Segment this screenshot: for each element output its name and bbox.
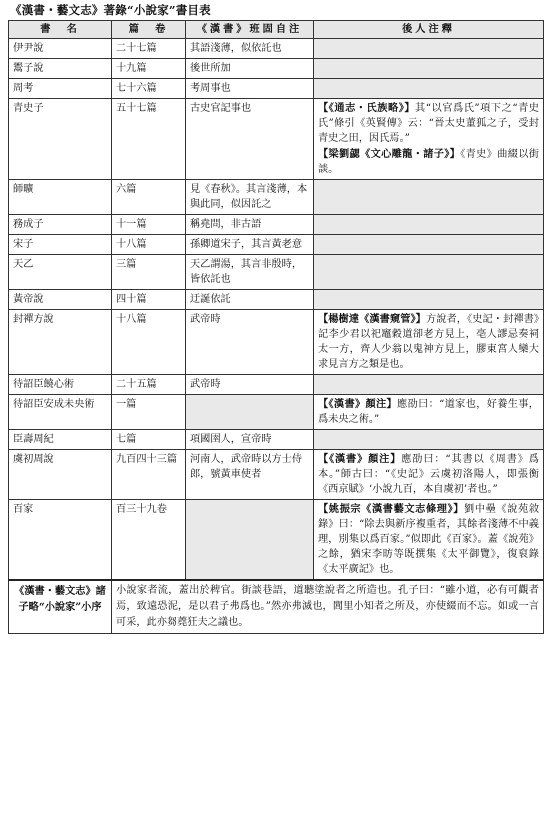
- book-name-cell: 天乙: [9, 255, 112, 290]
- annotation-entry: [318, 397, 539, 427]
- later-annotation-cell: [314, 99, 544, 180]
- later-annotation-cell: [314, 450, 544, 500]
- annotation-text: 其“以官爲氏”項下之“青史氏”條引《英賢傳》云：“晉太史董狐之子，受封青史之田，因氏焉。”: [318, 103, 539, 144]
- ban-gu-note-cell: 其語淺薄，似依託也: [186, 39, 314, 59]
- ban-gu-note-cell: 武帝時: [186, 375, 314, 395]
- book-name-cell: 宋子: [9, 235, 112, 255]
- book-name-cell: 青史子: [9, 99, 112, 180]
- annotation-text: 應劭曰：“其書以《周書》爲本。”師古曰：“《史記》云虞初洛陽人，即張衡《西京賦》‘小說九百，本自虞初’者也。”: [318, 454, 539, 495]
- book-name-cell: 周考: [9, 79, 112, 99]
- header-volumes: 篇 卷: [112, 21, 186, 39]
- volumes-cell: 十九篇: [112, 59, 186, 79]
- annotation-source: 【《漢書》顏注】: [318, 453, 402, 465]
- ban-gu-note-cell: 迂誕依託: [186, 290, 314, 310]
- volumes-cell: 四十篇: [112, 290, 186, 310]
- header-book-name: 書 名: [9, 21, 112, 39]
- table-row: [9, 430, 544, 450]
- table-row: [9, 395, 544, 430]
- ban-gu-note-cell: [186, 395, 314, 430]
- table-row: [9, 99, 544, 180]
- volumes-cell: 三篇: [112, 255, 186, 290]
- book-name-cell: 待詔臣安成未央術: [9, 395, 112, 430]
- table-row: [9, 215, 544, 235]
- ban-gu-note-cell: 後世所加: [186, 59, 314, 79]
- ban-gu-note-cell: 項國圉人，宣帝時: [186, 430, 314, 450]
- ban-gu-note-cell: 稱堯問，非古語: [186, 215, 314, 235]
- later-annotation-cell: [314, 39, 544, 59]
- annotation-source: 【楊樹達《漢書窺管》】: [318, 313, 426, 325]
- annotation-text: 《青史》曲綴以街談。: [318, 149, 539, 175]
- later-annotation-cell: [314, 395, 544, 430]
- table-row: [9, 255, 544, 290]
- table-row: [9, 310, 544, 375]
- book-name-cell: 伊尹說: [9, 39, 112, 59]
- table-row: [9, 235, 544, 255]
- table-header-row: [9, 21, 544, 39]
- volumes-cell: 六篇: [112, 180, 186, 215]
- annotation-source: 【《漢書》顏注】: [318, 398, 398, 410]
- preface-row: [9, 580, 544, 634]
- later-annotation-cell: [314, 310, 544, 375]
- later-annotation-cell: [314, 255, 544, 290]
- later-annotation-cell: [314, 430, 544, 450]
- preface-text: 小說家者流，蓋出於稗官。街談巷語，道聽塗說者之所造也。孔子曰：“雖小道，必有可觀者焉，致遠恐泥，是以君子弗爲也。”然亦弗滅也，閭里小知者之所及，亦使綴而不忘。如或一言可采，此亦芻蕘狂夫之議也。: [112, 580, 544, 634]
- volumes-cell: 二十七篇: [112, 39, 186, 59]
- volumes-cell: 五十七篇: [112, 99, 186, 180]
- annotation-text: 方說者，《史記・封禪書》記李少君以祀竈穀道卻老方見上，亳人謬忌奏祠太一方，齊人少翁以鬼神方見上，膠東宮人欒大求見言方之類是也。: [318, 314, 539, 370]
- book-name-cell: 虞初周說: [9, 450, 112, 500]
- later-annotation-cell: [314, 500, 544, 581]
- annotation-entry: [318, 147, 539, 177]
- annotation-source: 【《通志・氏族略》】: [318, 102, 416, 114]
- volumes-cell: 七十六篇: [112, 79, 186, 99]
- annotation-source: 【姚振宗《漢書藝文志條理》】: [318, 503, 465, 515]
- book-name-cell: 務成子: [9, 215, 112, 235]
- ban-gu-note-cell: 河南人，武帝時以方士侍郎，號黃車使者: [186, 450, 314, 500]
- ban-gu-note-cell: 考周事也: [186, 79, 314, 99]
- annotation-entry: [318, 101, 539, 146]
- ban-gu-note-cell: 武帝時: [186, 310, 314, 375]
- table-row: [9, 180, 544, 215]
- volumes-cell: 二十五篇: [112, 375, 186, 395]
- annotation-text: 應劭曰：“道家也，好養生事，爲未央之術。”: [318, 399, 539, 425]
- later-annotation-cell: [314, 235, 544, 255]
- ban-gu-note-cell: 孫卿道宋子，其言黃老意: [186, 235, 314, 255]
- ban-gu-note-cell: 天乙謂湯，其言非殷時，皆依託也: [186, 255, 314, 290]
- book-list-table: [8, 20, 544, 634]
- later-annotation-cell: [314, 290, 544, 310]
- annotation-entry: [318, 502, 539, 577]
- later-annotation-cell: [314, 180, 544, 215]
- volumes-cell: 十一篇: [112, 215, 186, 235]
- book-name-cell: 鬻子說: [9, 59, 112, 79]
- header-ban-gu-note: 《漢書》班固自注: [186, 21, 314, 39]
- table-body: [9, 39, 544, 581]
- ban-gu-note-cell: [186, 500, 314, 581]
- annotation-text: 劉中壘《說苑敘錄》曰：“除去與新序複重者，其餘者淺薄不中義理，別集以爲百家。”似即此《百家》。蓋《說苑》之餘，猶宋李昉等既撰集《太平御覽》，復裒錄《太平廣記》也。: [318, 504, 540, 575]
- book-name-cell: 臣壽周紀: [9, 430, 112, 450]
- book-name-cell: 封禪方說: [9, 310, 112, 375]
- table-row: [9, 59, 544, 79]
- book-name-cell: 師曠: [9, 180, 112, 215]
- table-row: [9, 79, 544, 99]
- table-row: [9, 290, 544, 310]
- book-name-cell: 百家: [9, 500, 112, 581]
- annotation-entry: [318, 452, 539, 497]
- later-annotation-cell: [314, 215, 544, 235]
- ban-gu-note-cell: 見《春秋》。其言淺薄，本與此同，似因託之: [186, 180, 314, 215]
- volumes-cell: 十八篇: [112, 310, 186, 375]
- annotation-entry: [318, 312, 539, 372]
- volumes-cell: 七篇: [112, 430, 186, 450]
- preface-label: 《漢書・藝文志》諸子略“小說家”小序: [9, 580, 112, 634]
- later-annotation-cell: [314, 59, 544, 79]
- annotation-source: 【梁劉勰《文心雕龍・諸子》】: [318, 148, 461, 160]
- table-row: [9, 450, 544, 500]
- volumes-cell: 九百四十三篇: [112, 450, 186, 500]
- volumes-cell: 十八篇: [112, 235, 186, 255]
- header-later-annotation: 後人注釋: [314, 21, 544, 39]
- document-title: 《漢書・藝文志》著錄“小說家”書目表: [10, 3, 211, 17]
- later-annotation-cell: [314, 375, 544, 395]
- ban-gu-note-cell: 古史官記事也: [186, 99, 314, 180]
- book-name-cell: 黃帝說: [9, 290, 112, 310]
- table-row: [9, 39, 544, 59]
- table-row: [9, 375, 544, 395]
- volumes-cell: 一篇: [112, 395, 186, 430]
- table-row: [9, 500, 544, 581]
- volumes-cell: 百三十九卷: [112, 500, 186, 581]
- later-annotation-cell: [314, 79, 544, 99]
- book-name-cell: 待詔臣饒心術: [9, 375, 112, 395]
